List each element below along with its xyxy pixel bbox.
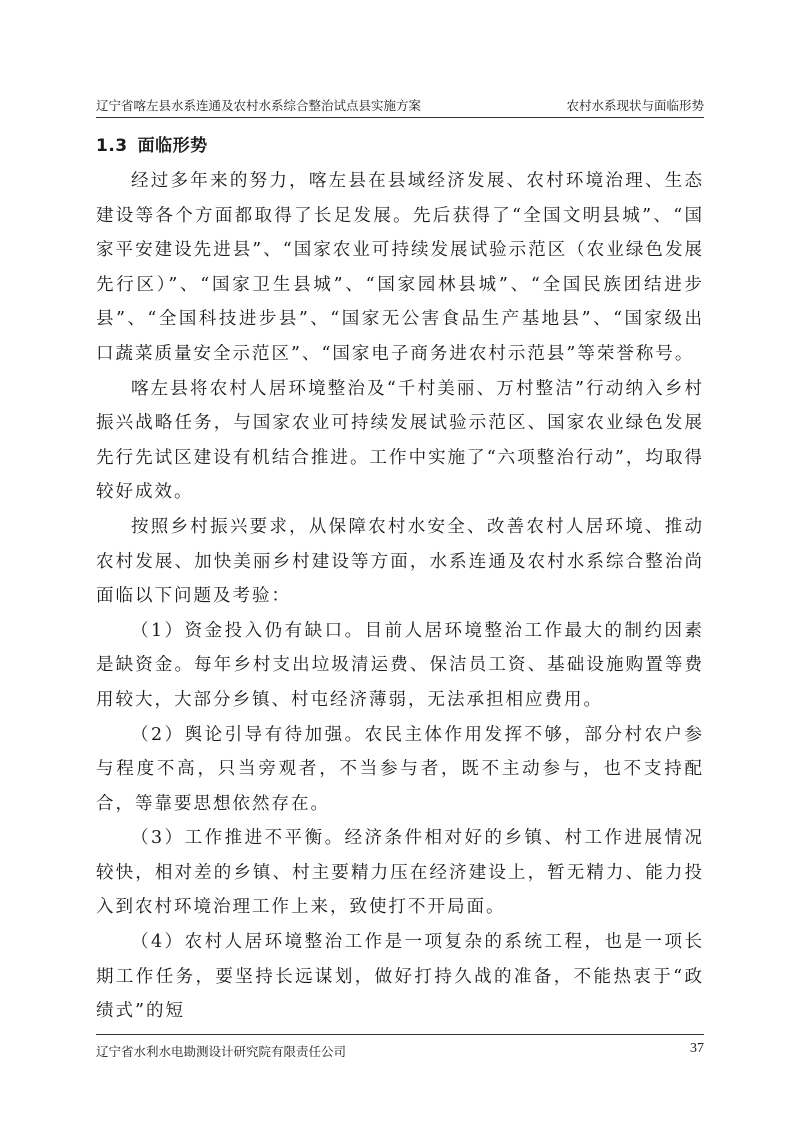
section-heading — [96, 131, 208, 156]
header-chapter-title: 农村水系现状与面临形势 — [566, 98, 704, 113]
paragraph-achievements: 经过多年来的努力，喀左县在县域经济发展、农村环境治理、生态建设等各个方面都取得了长足发展。先后获得了“全国文明县城”、“国家平安建设先进县”、“国家农业可持续发展试验示范区（农业绿色发展先行区）”、“国家卫生县城”、“国家园林县城”、“全国民族团结进步县”、“全国科技进步县”、“国家无公害食品生产基地县”、“国家级出口蔬菜质量安全示范区”、“国家电子商务进农村示范县”等荣誉称号。 — [96, 171, 704, 364]
page-number: 37 — [690, 1041, 704, 1056]
paragraph-rural-revitalization: 喀左县将农村人居环境整治及“千村美丽、万村整洁”行动纳入乡村振兴战略任务，与国家农业可持续发展试验示范区、国家农业绿色发展先行先试区建设有机结合推进。工作中实施了“六项整治行动”，均取得较好成效。 — [96, 378, 704, 503]
footer-organization: 辽宁省水利水电勘测设计研究院有限责任公司 — [96, 1044, 347, 1059]
section-number: 1.3 — [96, 136, 128, 156]
paragraph-issue-funding: （1）资金投入仍有缺口。目前人居环境整治工作最大的制约因素是缺资金。每年乡村支出垃圾清运费、保洁员工资、基础设施购置等费用较大，大部分乡镇、村屯经济薄弱，无法承担相应费用。 — [96, 620, 704, 710]
running-header — [96, 92, 704, 118]
body-text — [96, 164, 704, 1029]
paragraph-issue-long-term: （4）农村人居环境整治工作是一项复杂的系统工程，也是一项长期工作任务，要坚持长远谋划，做好打持久战的准备，不能热衷于“政绩式”的短 — [96, 932, 704, 1022]
section-title: 面临形势 — [137, 136, 208, 156]
running-footer — [96, 1034, 704, 1060]
header-document-title: 辽宁省喀左县水系连通及农村水系综合整治试点县实施方案 — [96, 98, 422, 113]
paragraph-issue-public-opinion: （2）舆论引导有待加强。农民主体作用发挥不够，部分村农户参与程度不高，只当旁观者，不当参与者，既不主动参与，也不支持配合，等靠要思想依然存在。 — [96, 724, 704, 814]
paragraph-challenges-intro: 按照乡村振兴要求，从保障农村水安全、改善农村人居环境、推动农村发展、加快美丽乡村建设等方面，水系连通及农村水系综合整治尚面临以下问题及考验： — [96, 516, 704, 607]
paragraph-issue-uneven-progress: （3）工作推进不平衡。经济条件相对好的乡镇、村工作进展情况较快，相对差的乡镇、村主要精力压在经济建设上，暂无精力、能力投入到农村环境治理工作上来，致使打不开局面。 — [96, 828, 704, 918]
